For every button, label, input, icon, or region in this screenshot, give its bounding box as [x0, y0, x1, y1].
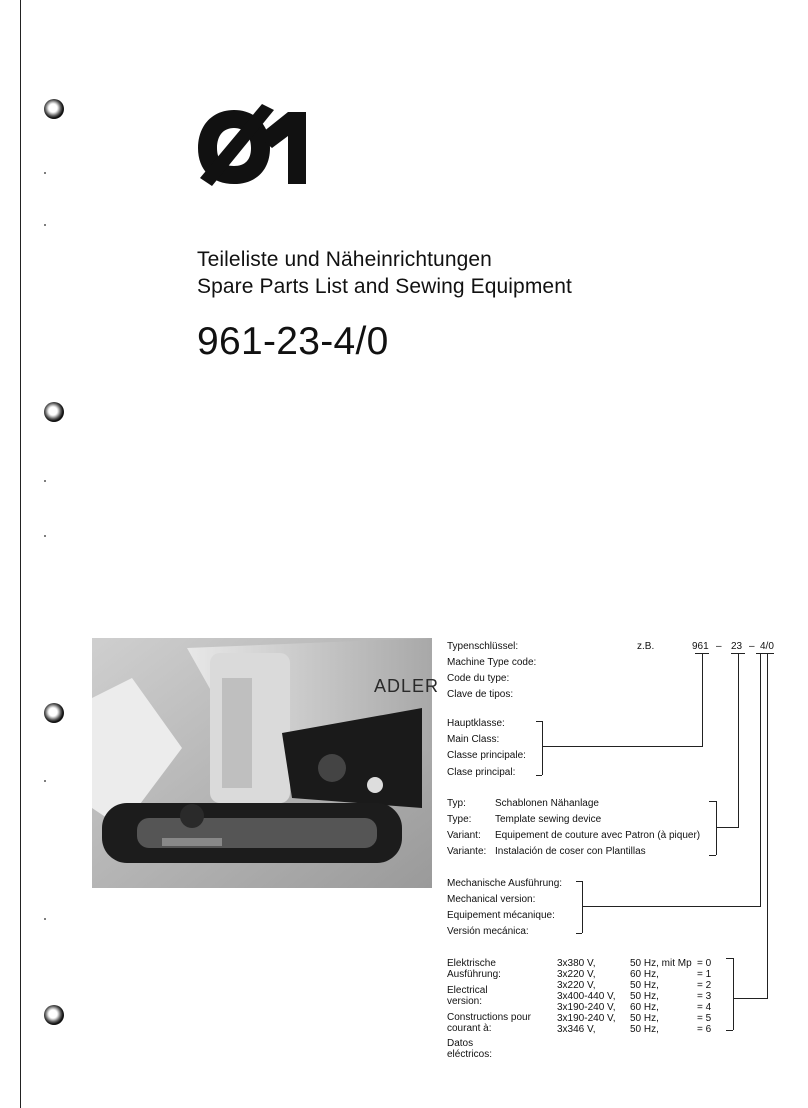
- bracket: [716, 801, 717, 855]
- connector-main-class: [542, 746, 703, 747]
- version-code: = 6: [697, 1024, 712, 1035]
- type-value: Schablonen Nähanlage: [495, 798, 599, 809]
- voltage: 3x190-240 V,: [557, 1013, 616, 1024]
- type-label: Variant:: [447, 830, 481, 841]
- electrical-label: Electrical: [447, 985, 488, 996]
- frequency: 50 Hz,: [630, 980, 659, 991]
- speck: [44, 535, 46, 537]
- speck: [44, 480, 46, 482]
- voltage: 3x220 V,: [557, 980, 596, 991]
- main-class-de: Hauptklasse:: [447, 718, 505, 729]
- electrical-label: Ausführung:: [447, 969, 501, 980]
- connector-main-class: [702, 653, 703, 746]
- punch-hole: [44, 402, 64, 422]
- connector-mechanical: [582, 906, 761, 907]
- code-main-class: 961: [692, 641, 709, 652]
- version-code: = 0: [697, 958, 712, 969]
- frequency: 50 Hz, mit Mp: [630, 958, 692, 969]
- version-code: = 2: [697, 980, 712, 991]
- bracket: [536, 775, 542, 776]
- code-type: 23: [731, 641, 743, 652]
- electrical-label: Elektrische: [447, 958, 496, 969]
- type-key-label-fr: Code du type:: [447, 673, 510, 684]
- speck: [44, 224, 46, 226]
- type-label: Variante:: [447, 846, 487, 857]
- speck: [44, 918, 46, 920]
- type-key-label-de: Typenschlüssel:: [447, 641, 519, 652]
- type-value: Equipement de couture avec Patron (à piquer): [495, 830, 701, 841]
- main-class-es: Clase principal:: [447, 767, 516, 778]
- mechanical-de: Mechanische Ausführung:: [447, 878, 563, 889]
- bracket: [542, 721, 543, 775]
- punch-hole: [44, 703, 64, 723]
- type-label: Type:: [447, 814, 472, 825]
- connector-type: [738, 653, 739, 827]
- punch-hole: [44, 99, 64, 119]
- connector-electrical: [733, 998, 768, 999]
- example-prefix: z.B.: [637, 641, 655, 652]
- bracket: [709, 855, 716, 856]
- bracket: [733, 958, 734, 1030]
- voltage: 3x346 V,: [557, 1024, 596, 1035]
- brand-logo: [196, 106, 308, 186]
- type-value: Template sewing device: [495, 814, 602, 825]
- type-value: Instalación de coser con Plantillas: [495, 846, 646, 857]
- mechanical-en: Mechanical version:: [447, 894, 536, 905]
- title-english: Spare Parts List and Sewing Equipment: [197, 275, 572, 298]
- main-class-en: Main Class:: [447, 734, 500, 745]
- model-number: 961-23-4/0: [197, 320, 389, 363]
- binding-rule: [20, 0, 21, 1108]
- version-code: = 4: [697, 1002, 712, 1013]
- bracket: [726, 1030, 733, 1031]
- type-label: Typ:: [447, 798, 466, 809]
- title-german: Teileliste und Näheinrichtungen: [197, 248, 492, 271]
- speck: [44, 780, 46, 782]
- punch-hole: [44, 1005, 64, 1025]
- electrical-label: courant à:: [447, 1023, 492, 1034]
- code-dash: –: [749, 641, 755, 652]
- version-code: = 5: [697, 1013, 712, 1024]
- code-version: 4/0: [760, 641, 774, 652]
- type-key-label-es: Clave de tipos:: [447, 689, 514, 700]
- voltage: 3x220 V,: [557, 969, 596, 980]
- mechanical-fr: Equipement mécanique:: [447, 910, 555, 921]
- bracket: [582, 881, 583, 933]
- electrical-label: Datos: [447, 1038, 474, 1049]
- electrical-label: version:: [447, 996, 483, 1007]
- frequency: 50 Hz,: [630, 1024, 659, 1035]
- type-key-label-en: Machine Type code:: [447, 657, 537, 668]
- connector-electrical: [767, 653, 768, 998]
- frequency: 50 Hz,: [630, 991, 659, 1002]
- voltage: 3x400-440 V,: [557, 991, 616, 1002]
- mechanical-es: Versión mecánica:: [447, 926, 529, 937]
- machine-photo: [92, 638, 440, 888]
- main-class-fr: Classe principale:: [447, 750, 526, 761]
- voltage: 3x380 V,: [557, 958, 596, 969]
- bracket: [576, 933, 582, 934]
- code-tick: [756, 653, 774, 654]
- brand-text: ADLER: [374, 676, 440, 696]
- frequency: 50 Hz,: [630, 1013, 659, 1024]
- speck: [44, 172, 46, 174]
- voltage: 3x190-240 V,: [557, 1002, 616, 1013]
- connector-type: [716, 827, 739, 828]
- connector-mechanical: [760, 653, 761, 906]
- code-dash: –: [716, 641, 722, 652]
- frequency: 60 Hz,: [630, 969, 659, 980]
- version-code: = 3: [697, 991, 712, 1002]
- electrical-label: eléctricos:: [447, 1049, 493, 1060]
- bracket: [726, 958, 733, 959]
- bracket: [709, 801, 716, 802]
- frequency: 60 Hz,: [630, 1002, 659, 1013]
- version-code: = 1: [697, 969, 712, 980]
- electrical-label: Constructions pour: [447, 1012, 531, 1023]
